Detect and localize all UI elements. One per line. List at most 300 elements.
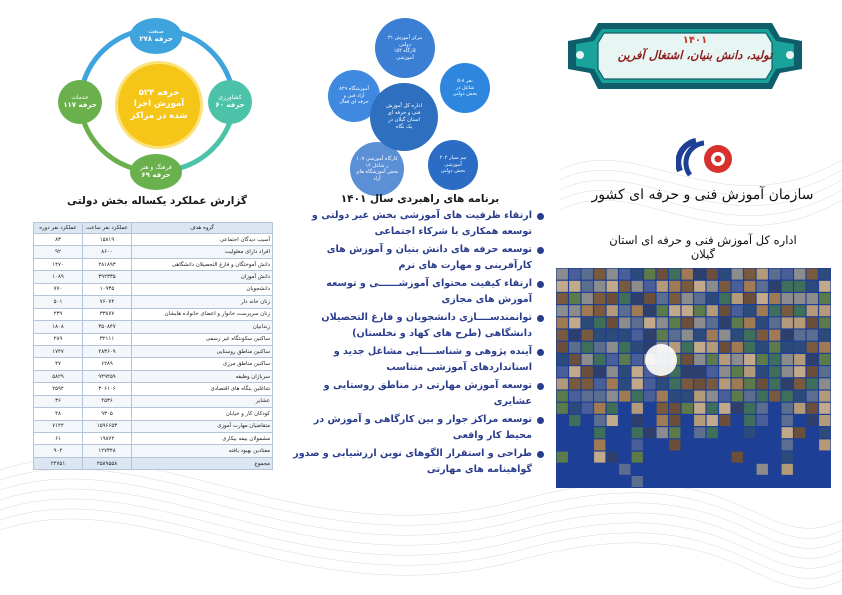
mosaic-photo-tile <box>794 366 805 377</box>
mosaic-photo-tile <box>769 378 780 389</box>
mosaic-photo-tile <box>682 378 693 389</box>
mosaic-photo-tile <box>594 452 605 463</box>
cell-person-hours: ۳۹۲۳۳۵ <box>83 271 132 283</box>
mosaic-photo-tile <box>782 293 793 304</box>
cell-person-hours: ۱۰۹۳۵ <box>83 283 132 295</box>
mosaic-photo-tile <box>682 305 693 316</box>
cell-person-hours: ۳۳۸۷۷ <box>83 308 132 320</box>
mosaic-photo-tile <box>719 305 730 316</box>
mosaic-photo-tile <box>707 330 718 341</box>
mosaic-photo-tile <box>819 427 830 438</box>
photo-mosaic-tiles <box>556 268 831 488</box>
mosaic-photo-tile <box>782 427 793 438</box>
mosaic-photo-tile <box>757 317 768 328</box>
mosaic-photo-tile <box>607 281 618 292</box>
mosaic-photo-tile <box>769 342 780 353</box>
mosaic-photo-tile <box>732 354 743 365</box>
mosaic-photo-tile <box>819 293 830 304</box>
mosaic-photo-tile <box>607 330 618 341</box>
cell-total: مجموع <box>132 457 273 469</box>
mosaic-photo-tile <box>757 354 768 365</box>
mosaic-photo-tile <box>719 281 730 292</box>
cell-target-group: دانش آموزان <box>132 271 273 283</box>
mosaic-photo-tile <box>819 415 830 426</box>
mosaic-photo-tile <box>707 378 718 389</box>
mosaic-photo-tile <box>682 269 693 280</box>
cell-target-group: دانش آموختگان و فارغ التحصیلان دانشگاهی <box>132 258 273 270</box>
mosaic-photo-tile <box>819 317 830 328</box>
mosaic-photo-tile <box>782 464 793 475</box>
cell-person-courses: ۵۰۱ <box>34 296 83 308</box>
mosaic-photo-tile <box>732 378 743 389</box>
mosaic-photo-tile <box>669 403 680 414</box>
cell-person-hours: ۹۴۹۴۵۹ <box>83 370 132 382</box>
mosaic-photo-tile <box>744 354 755 365</box>
cell-person-hours: ۴۵۳۶ <box>83 395 132 407</box>
mosaic-photo-tile <box>569 391 580 402</box>
mosaic-photo-tile <box>807 415 818 426</box>
cell-target-group: متقاضیان مهارت آموزی <box>132 420 273 432</box>
mosaic-photo-tile <box>582 330 593 341</box>
mosaic-photo-tile <box>794 293 805 304</box>
mosaic-photo-tile <box>682 342 693 353</box>
mosaic-photo-tile <box>769 330 780 341</box>
cell-person-courses: ۲۸۹ <box>34 333 83 345</box>
mosaic-photo-tile <box>769 305 780 316</box>
mosaic-photo-tile <box>632 439 643 450</box>
mosaic-photo-tile <box>657 427 668 438</box>
table-row <box>34 345 273 357</box>
slogan-year: ۱۴۰۱ <box>682 35 708 46</box>
cell-target-group: سربازان وظیفه <box>132 370 273 382</box>
mosaic-photo-tile <box>707 403 718 414</box>
mosaic-photo-tile <box>694 269 705 280</box>
mosaic-photo-tile <box>644 378 655 389</box>
mosaic-photo-tile <box>744 427 755 438</box>
mosaic-photo-tile <box>607 317 618 328</box>
list-item: آینده پژوهی و شناســــایی مشاغل جدید و استانداردهای آموزشی متناسب <box>292 344 544 375</box>
profession-cycle-diagram <box>40 18 250 198</box>
mosaic-photo-tile <box>594 281 605 292</box>
mosaic-photo-tile <box>819 330 830 341</box>
mosaic-photo-tile <box>657 293 668 304</box>
mosaic-photo-tile <box>707 415 718 426</box>
cell-person-hours: ۸۶۰۰ <box>83 246 132 258</box>
mosaic-photo-tile <box>819 354 830 365</box>
mosaic-photo-tile <box>582 342 593 353</box>
mosaic-photo-tile <box>632 354 643 365</box>
mosaic-photo-tile <box>807 293 818 304</box>
mosaic-photo-tile <box>744 403 755 414</box>
mosaic-photo-tile <box>632 403 643 414</box>
mosaic-photo-tile <box>819 403 830 414</box>
mosaic-photo-tile <box>807 378 818 389</box>
mosaic-photo-tile <box>757 281 768 292</box>
mosaic-photo-tile <box>769 317 780 328</box>
cell-target-group: عشایر <box>132 395 273 407</box>
table-row <box>34 383 273 395</box>
cell-target-group: زندانیان <box>132 321 273 333</box>
cell-person-hours: ۱۵۹۶۶۵۳ <box>83 420 132 432</box>
mosaic-photo-tile <box>669 415 680 426</box>
mosaic-photo-tile <box>819 342 830 353</box>
mosaic-photo-tile <box>744 269 755 280</box>
mosaic-photo-tile <box>694 330 705 341</box>
mosaic-photo-tile <box>757 342 768 353</box>
table-row <box>34 370 273 382</box>
mosaic-photo-tile <box>594 354 605 365</box>
mosaic-photo-tile <box>682 366 693 377</box>
mosaic-photo-tile <box>557 330 568 341</box>
cell-person-hours: ۳۵۰۸۴۷ <box>83 321 132 333</box>
cell-person-hours: ۲۸۱۸۹۳ <box>83 258 132 270</box>
table-row <box>34 321 273 333</box>
mosaic-photo-tile <box>819 391 830 402</box>
mosaic-photo-tile <box>657 305 668 316</box>
performance-report-title: گزارش عملکرد یکساله بخش دولتی <box>66 195 248 207</box>
mosaic-photo-tile <box>557 354 568 365</box>
mosaic-photo-tile <box>582 281 593 292</box>
mosaic-photo-tile <box>782 342 793 353</box>
mosaic-photo-tile <box>694 281 705 292</box>
mosaic-photo-tile <box>569 366 580 377</box>
cell-target-group: زنان خانه دار <box>132 296 273 308</box>
mosaic-photo-tile <box>694 354 705 365</box>
cell-target-group: معتادین بهبود یافته <box>132 445 273 457</box>
mosaic-photo-tile <box>657 378 668 389</box>
mosaic-photo-tile <box>782 452 793 463</box>
mosaic-photo-tile <box>794 427 805 438</box>
mosaic-photo-tile <box>719 378 730 389</box>
mosaic-photo-tile <box>807 391 818 402</box>
mosaic-photo-tile <box>594 305 605 316</box>
mosaic-photo-tile <box>569 317 580 328</box>
organization-name: سازمان آموزش فنی و حرفه ای کشور <box>591 187 814 203</box>
mosaic-photo-tile <box>607 403 618 414</box>
mosaic-photo-tile <box>807 330 818 341</box>
table-header-row <box>34 223 273 234</box>
list-item: توانمندســــازی دانشجویان و فارغ التحصیلان دانشگاهی (طرح های کهاد و نخلستان) <box>292 310 544 341</box>
mosaic-photo-tile <box>819 439 830 450</box>
mosaic-photo-tile <box>594 378 605 389</box>
mosaic-photo-tile <box>732 305 743 316</box>
mosaic-photo-tile <box>769 391 780 402</box>
list-item: ارتقاء ظرفیت های آموزشی بخش غیر دولتی و توسعه همکاری با شرکاء اجتماعی <box>292 208 544 239</box>
mosaic-photo-tile <box>644 281 655 292</box>
mosaic-photo-tile <box>744 342 755 353</box>
province-overview-diagram <box>320 18 495 198</box>
cell-person-courses: ۵۸۲۹ <box>34 370 83 382</box>
mosaic-photo-tile <box>619 281 630 292</box>
mosaic-photo-tile <box>719 354 730 365</box>
list-item: ارتقاء کیفیت محتوای آموزشــــــی و توسعه آموزش های مجازی <box>292 276 544 307</box>
mosaic-photo-tile <box>732 317 743 328</box>
mosaic-photo-tile <box>569 293 580 304</box>
mosaic-photo-tile <box>757 464 768 475</box>
mosaic-photo-tile <box>632 281 643 292</box>
mosaic-photo-tile <box>732 403 743 414</box>
cell-person-hours: ۶۲۸۹ <box>83 358 132 370</box>
cell-person-courses: ۱۷۴۷ <box>34 345 83 357</box>
mosaic-photo-tile <box>757 366 768 377</box>
cell-target-group: ساکنین سکونتگاه غیر رسمی <box>132 333 273 345</box>
mosaic-photo-tile <box>744 317 755 328</box>
mosaic-photo-tile <box>794 391 805 402</box>
mosaic-photo-tile <box>719 269 730 280</box>
mosaic-photo-tile <box>557 366 568 377</box>
mosaic-photo-tile <box>619 317 630 328</box>
cell-person-hours: ۹۳۰۵ <box>83 408 132 420</box>
mosaic-photo-tile <box>569 378 580 389</box>
table-row <box>34 246 273 258</box>
cell-person-courses: ۲۳۹ <box>34 308 83 320</box>
cell-target-group: دانشجویان <box>132 283 273 295</box>
table-row <box>34 258 273 270</box>
mosaic-photo-tile <box>707 366 718 377</box>
mosaic-photo-tile <box>669 391 680 402</box>
mosaic-photo-tile <box>594 269 605 280</box>
mosaic-photo-tile <box>757 269 768 280</box>
mosaic-photo-tile <box>819 269 830 280</box>
mosaic-photo-tile <box>744 415 755 426</box>
mosaic-photo-tile <box>607 366 618 377</box>
cell-target-group: افراد دارای معلولیت <box>132 246 273 258</box>
mosaic-photo-tile <box>619 293 630 304</box>
mosaic-photo-tile <box>632 330 643 341</box>
hub-node-private-workshops: ۱۰۷ کارگاه آموزشی ۱۲ ر شاغل بخش آموزشگاه های آزاد <box>350 142 404 196</box>
mosaic-photo-tile <box>707 281 718 292</box>
mosaic-photo-tile <box>632 293 643 304</box>
mosaic-photo-tile <box>744 281 755 292</box>
cell-total: ۲۴۷۵۱ <box>34 457 83 469</box>
strategic-programs-title: برنامه های راهبردی سال ۱۴۰۱ <box>340 193 500 205</box>
cell-person-courses: ۳۶ <box>34 395 83 407</box>
cell-person-courses: ۹۰۴ <box>34 445 83 457</box>
mosaic-photo-tile <box>569 342 580 353</box>
mosaic-photo-tile <box>694 366 705 377</box>
mosaic-photo-tile <box>807 269 818 280</box>
mosaic-photo-tile <box>694 342 705 353</box>
table-row <box>34 433 273 445</box>
mosaic-photo-tile <box>594 317 605 328</box>
mosaic-photo-tile <box>657 281 668 292</box>
mosaic-photo-tile <box>632 415 643 426</box>
mosaic-photo-tile <box>594 439 605 450</box>
cell-person-courses: ۱۸۰۸ <box>34 321 83 333</box>
mosaic-photo-tile <box>569 415 580 426</box>
mosaic-photo-tile <box>732 330 743 341</box>
mosaic-photo-tile <box>707 391 718 402</box>
mosaic-photo-tile <box>582 305 593 316</box>
cycle-node-industry: صنعت ۲۷۸ حرفه <box>130 18 182 54</box>
mosaic-photo-tile <box>569 305 580 316</box>
mosaic-photo-tile <box>794 354 805 365</box>
mosaic-photo-tile <box>594 427 605 438</box>
mosaic-photo-tile <box>644 427 655 438</box>
mosaic-photo-tile <box>707 354 718 365</box>
mosaic-photo-tile <box>757 378 768 389</box>
cycle-node-agriculture: کشاورزی ۶۰ حرفه <box>208 80 252 124</box>
mosaic-photo-tile <box>807 281 818 292</box>
mosaic-photo-tile <box>569 330 580 341</box>
mosaic-photo-tile <box>682 391 693 402</box>
performance-table <box>33 222 273 470</box>
mosaic-photo-tile <box>582 391 593 402</box>
cell-target-group: آسیب دیدگان اجتماعی <box>132 234 273 246</box>
mosaic-photo-tile <box>619 354 630 365</box>
table-row <box>34 234 273 246</box>
mosaic-photo-tile <box>657 391 668 402</box>
mosaic-photo-tile <box>794 378 805 389</box>
mosaic-photo-tile <box>669 427 680 438</box>
mosaic-photo-tile <box>694 415 705 426</box>
mosaic-photo-tile <box>782 354 793 365</box>
mosaic-photo-tile <box>594 415 605 426</box>
mosaic-photo-tile <box>594 293 605 304</box>
mosaic-photo-tile <box>607 269 618 280</box>
cell-person-hours: ۲۸۳۶۰۹ <box>83 345 132 357</box>
mosaic-photo-tile <box>744 330 755 341</box>
list-item: توسعه آموزش مهارتی در مناطق روستایی و عشایری <box>292 378 544 409</box>
cell-person-courses: ۹۲ <box>34 246 83 258</box>
mosaic-photo-tile <box>594 342 605 353</box>
mosaic-photo-tile <box>782 317 793 328</box>
mosaic-photo-tile <box>769 293 780 304</box>
cell-person-hours: ۳۰۶۱۰۶ <box>83 383 132 395</box>
mosaic-photo-tile <box>819 281 830 292</box>
mosaic-photo-tile <box>719 403 730 414</box>
mosaic-photo-tile <box>807 354 818 365</box>
mosaic-photo-tile <box>807 403 818 414</box>
mosaic-photo-tile <box>732 293 743 304</box>
mosaic-photo-tile <box>819 378 830 389</box>
mosaic-photo-tile <box>619 342 630 353</box>
mosaic-photo-tile <box>669 269 680 280</box>
mosaic-photo-tile <box>757 305 768 316</box>
mosaic-photo-tile <box>632 452 643 463</box>
mosaic-photo-tile <box>732 366 743 377</box>
cycle-node-culture-art: فرهنگ و هنر ۶۹ حرفه <box>130 154 182 190</box>
mosaic-photo-tile <box>632 317 643 328</box>
mosaic-photo-tile <box>819 366 830 377</box>
mosaic-photo-tile <box>682 330 693 341</box>
mosaic-photo-tile <box>769 366 780 377</box>
mosaic-photo-tile <box>569 269 580 280</box>
mosaic-photo-tile <box>632 269 643 280</box>
cell-person-courses: ۷۱۴۴ <box>34 420 83 432</box>
cell-person-hours: ۱۵۸۱۹ <box>83 234 132 246</box>
cell-person-courses: ۴۸ <box>34 408 83 420</box>
mosaic-photo-tile <box>744 305 755 316</box>
mosaic-photo-tile <box>794 305 805 316</box>
table-row <box>34 420 273 432</box>
mosaic-photo-tile <box>657 317 668 328</box>
mosaic-photo-tile <box>619 330 630 341</box>
organization-logo <box>676 135 736 181</box>
mosaic-photo-tile <box>582 293 593 304</box>
mosaic-photo-tile <box>632 342 643 353</box>
mosaic-photo-tile <box>694 403 705 414</box>
header-person-hours: عملکرد نفر ساعت <box>83 223 132 234</box>
mosaic-photo-tile <box>744 366 755 377</box>
table-body <box>34 234 273 470</box>
mosaic-photo-tile <box>607 452 618 463</box>
table-row <box>34 271 273 283</box>
mosaic-photo-tile <box>719 317 730 328</box>
mosaic-photo-tile <box>719 342 730 353</box>
mosaic-photo-tile <box>657 330 668 341</box>
mosaic-photo-tile <box>557 342 568 353</box>
mosaic-photo-tile <box>782 378 793 389</box>
mosaic-photo-tile <box>594 403 605 414</box>
table-row <box>34 358 273 370</box>
mosaic-photo-tile <box>807 342 818 353</box>
mosaic-photo-tile <box>569 354 580 365</box>
cycle-node-services: خدمات ۱۱۷ حرفه <box>58 80 102 124</box>
mosaic-photo-tile <box>782 330 793 341</box>
mosaic-photo-tile <box>619 378 630 389</box>
mosaic-photo-tile <box>582 354 593 365</box>
mosaic-photo-tile <box>632 366 643 377</box>
mosaic-photo-tile <box>732 391 743 402</box>
mosaic-photo-tile <box>794 281 805 292</box>
mosaic-photo-tile <box>669 317 680 328</box>
mosaic-photo-tile <box>594 391 605 402</box>
table-total-row <box>34 457 273 469</box>
mosaic-photo-tile <box>557 452 568 463</box>
mosaic-photo-tile <box>794 342 805 353</box>
mosaic-photo-tile <box>807 305 818 316</box>
mosaic-photo-tile <box>582 269 593 280</box>
mosaic-photo-tile <box>707 293 718 304</box>
mosaic-photo-tile <box>669 293 680 304</box>
mosaic-photo-tile <box>582 403 593 414</box>
mosaic-photo-tile <box>719 391 730 402</box>
mosaic-photo-tile <box>682 317 693 328</box>
mosaic-photo-tile <box>782 366 793 377</box>
mosaic-photo-tile <box>757 293 768 304</box>
mosaic-photo-tile <box>807 366 818 377</box>
mosaic-photo-tile <box>719 415 730 426</box>
mosaic-photo-tile <box>644 330 655 341</box>
mosaic-photo-tile <box>782 403 793 414</box>
table-row <box>34 395 273 407</box>
mosaic-photo-tile <box>619 366 630 377</box>
mosaic-photo-tile <box>657 403 668 414</box>
mosaic-photo-tile <box>644 391 655 402</box>
mosaic-photo-tile <box>669 439 680 450</box>
cell-person-courses: ۲۵۹۴ <box>34 383 83 395</box>
mosaic-photo-tile <box>794 269 805 280</box>
mosaic-photo-tile <box>669 378 680 389</box>
mosaic-photo-tile <box>607 415 618 426</box>
header-target-group: گروه هدف <box>132 223 273 234</box>
mosaic-photo-tile <box>557 293 568 304</box>
mosaic-photo-tile <box>607 391 618 402</box>
mosaic-photo-tile <box>557 317 568 328</box>
mosaic-photo-tile <box>619 269 630 280</box>
cell-person-courses: ۷۷۰ <box>34 283 83 295</box>
mosaic-photo-tile <box>707 427 718 438</box>
mosaic-photo-tile <box>782 415 793 426</box>
mosaic-photo-tile <box>557 391 568 402</box>
mosaic-photo-tile <box>569 403 580 414</box>
cell-person-hours: ۱۲۷۳۴۸ <box>83 445 132 457</box>
mosaic-photo-tile <box>644 293 655 304</box>
mosaic-photo-tile <box>794 403 805 414</box>
cell-total: ۴۵۸۹۵۵۸ <box>83 457 132 469</box>
mosaic-photo-tile <box>769 269 780 280</box>
